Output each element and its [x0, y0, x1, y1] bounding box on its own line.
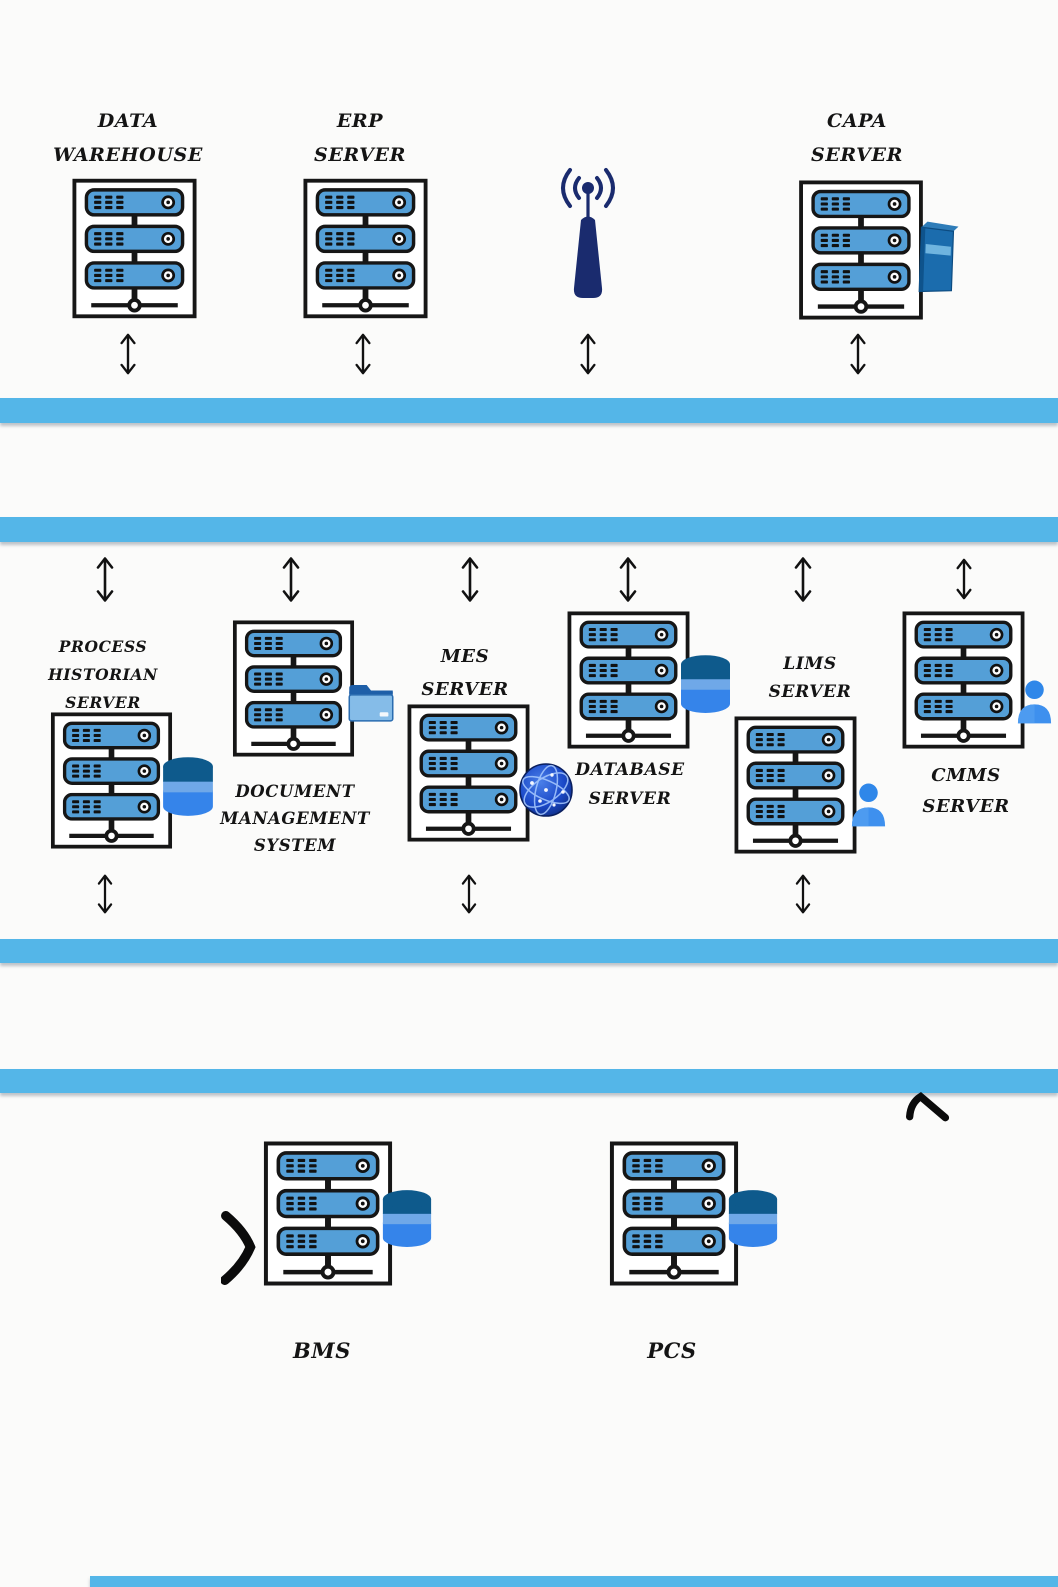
label-line: SERVER — [811, 144, 903, 166]
network-bus-4 — [0, 1069, 1058, 1093]
label-line: SERVER — [768, 682, 852, 702]
book-icon — [911, 219, 961, 295]
label-line: BMS — [293, 1338, 351, 1363]
label-line: SERVER — [65, 693, 141, 712]
capa-server-label — [747, 104, 967, 172]
double-arrow-icon — [954, 558, 974, 600]
label-line: LIMS — [783, 654, 837, 674]
double-arrow-icon — [792, 556, 814, 603]
server-icon — [72, 177, 197, 320]
caret-annotation-icon — [903, 1092, 953, 1125]
double-arrow-icon — [352, 333, 374, 375]
process-historian-label — [13, 633, 193, 717]
database-server-label — [520, 756, 740, 814]
double-arrow-icon — [458, 874, 480, 914]
label-line: DOCUMENT — [235, 782, 355, 801]
cmms-server-label — [856, 760, 1058, 822]
server-icon — [222, 620, 365, 757]
double-arrow-icon — [280, 556, 302, 603]
double-arrow-icon — [577, 333, 599, 375]
double-arrow-icon — [94, 874, 116, 914]
label-line: SERVER — [314, 144, 406, 166]
network-bus-5-partial — [90, 1576, 1058, 1587]
network-bus-1 — [0, 398, 1058, 423]
network-bus-3 — [0, 939, 1058, 963]
label-line: MANAGEMENT — [220, 809, 370, 828]
label-line: SYSTEM — [253, 836, 337, 855]
data-warehouse-label — [18, 104, 238, 172]
erp-server-label — [250, 104, 470, 172]
database-cylinder-icon — [381, 1188, 433, 1250]
label-line: CMMS — [931, 765, 1001, 786]
label-line: ERP — [336, 110, 384, 132]
label-line: SERVER — [421, 679, 509, 700]
bms-label — [212, 1338, 432, 1364]
label-line: SERVER — [922, 796, 1010, 817]
double-arrow-icon — [117, 333, 139, 375]
server-icon — [303, 177, 428, 320]
double-arrow-icon — [847, 333, 869, 375]
pcs-label — [562, 1338, 782, 1364]
label-line: DATABASE — [575, 760, 685, 780]
label-line: PCS — [647, 1338, 697, 1363]
antenna-icon — [548, 162, 628, 312]
double-arrow-icon — [94, 556, 116, 603]
label-line: WAREHOUSE — [53, 144, 203, 166]
chevron-annotation-icon — [221, 1211, 259, 1285]
label-line: SERVER — [588, 789, 672, 809]
network-bus-2 — [0, 517, 1058, 542]
label-line: CAPA — [827, 110, 887, 132]
double-arrow-icon — [792, 874, 814, 914]
label-line: PROCESS — [58, 637, 148, 656]
server-icon — [724, 716, 867, 854]
label-line: MES — [440, 646, 490, 667]
mes-server-label — [355, 640, 575, 706]
server-icon — [255, 1141, 401, 1286]
database-cylinder-icon — [727, 1188, 779, 1250]
user-icon — [1015, 678, 1054, 724]
server-icon — [892, 611, 1035, 749]
lims-server-label — [700, 650, 920, 706]
label-line: HISTORIAN — [48, 665, 158, 684]
document-management-label — [185, 778, 405, 859]
double-arrow-icon — [617, 556, 639, 603]
server-icon — [601, 1141, 747, 1286]
label-line: DATA — [97, 110, 159, 132]
double-arrow-icon — [459, 556, 481, 603]
